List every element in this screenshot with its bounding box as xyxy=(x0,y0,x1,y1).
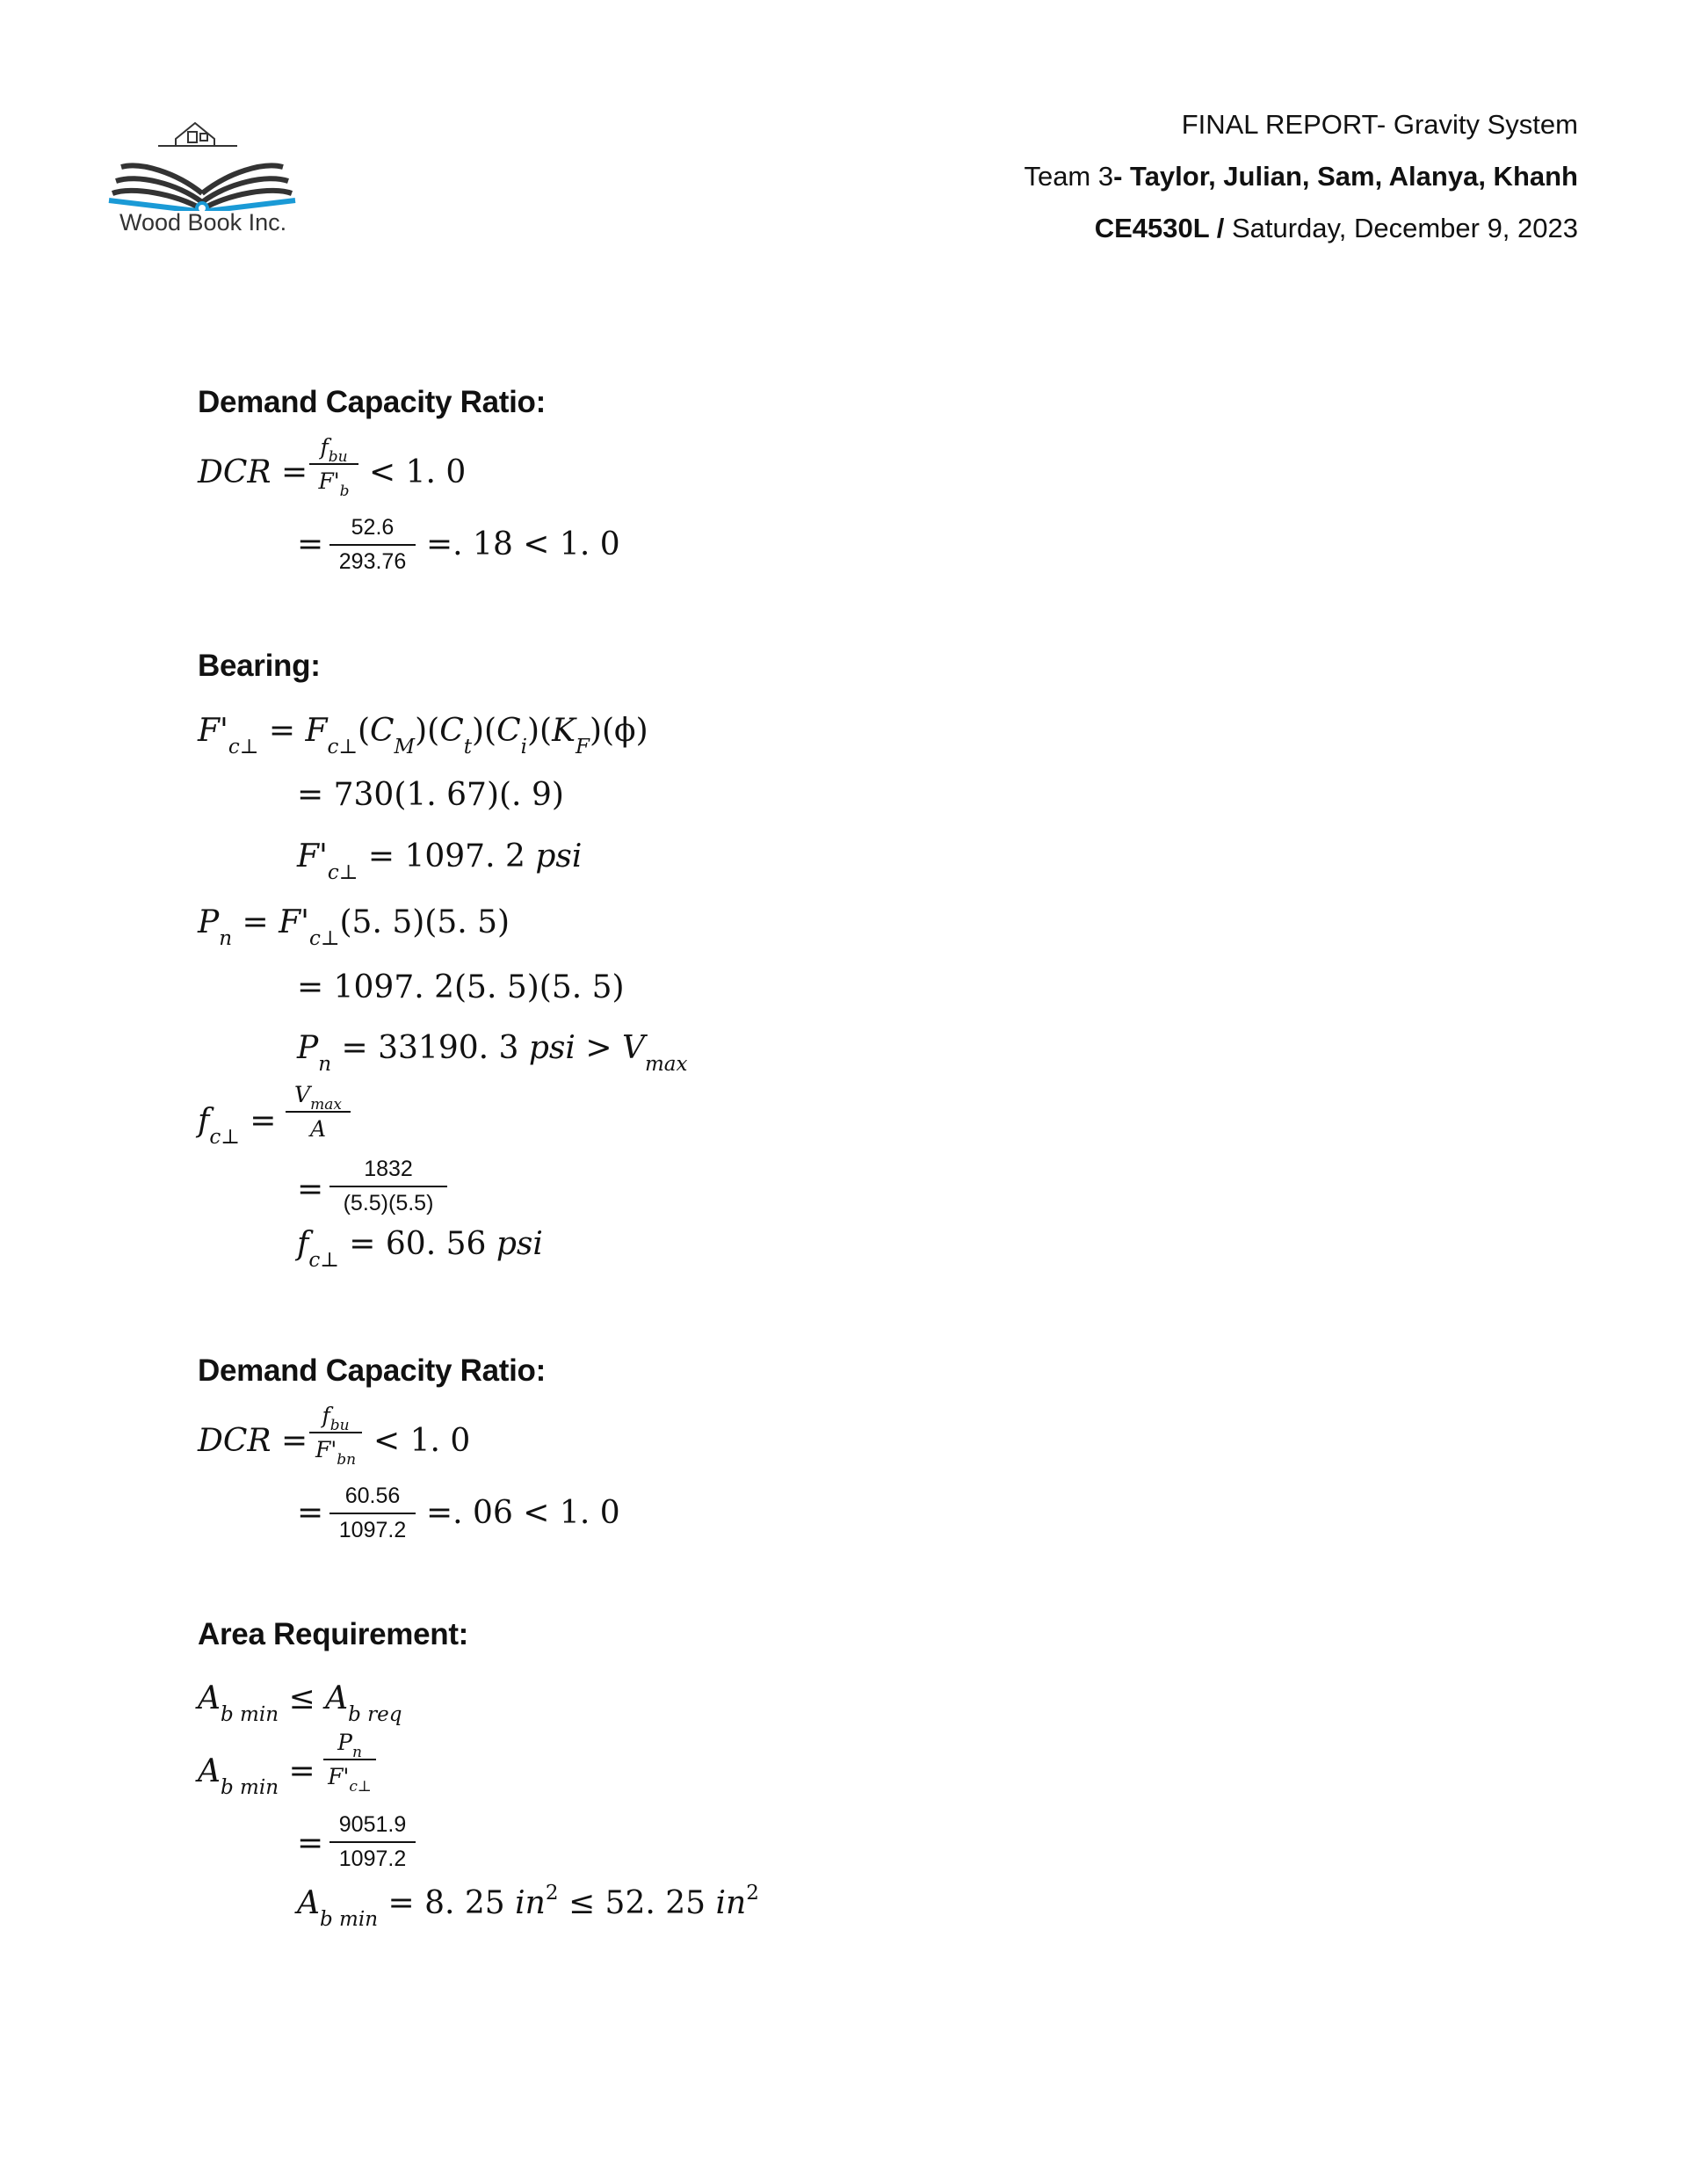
section-heading-bearing: Bearing: xyxy=(198,649,321,683)
pn-value: = 33190. 3 xyxy=(341,1030,519,1066)
dcr1-numerator: 52.6 xyxy=(351,515,395,540)
dcr1-numeric-fraction xyxy=(329,517,416,573)
dcr1-symbolic-fraction: $f_{bu}$ $F'_b$ xyxy=(309,436,358,492)
fc-perp-lhs: $f_{c\perp}$ = xyxy=(198,1103,277,1149)
section-heading-area: Area Requirement: xyxy=(198,1617,469,1651)
dcr2-numerator: 60.56 xyxy=(344,1484,401,1508)
area-denominator: 1097.2 xyxy=(338,1847,407,1871)
dcr1-limit: < 1. 0 xyxy=(369,454,467,490)
fc-perp-denominator: (5.5)(5.5) xyxy=(343,1191,434,1215)
dcr1-result: =. 18 < 1. 0 xyxy=(426,526,620,562)
fc-perp-result: $f_{c\perp} = 60$. 56 psi xyxy=(297,1226,543,1272)
area-numerator: 9051.9 xyxy=(338,1812,407,1837)
area-equals: = xyxy=(297,1825,324,1861)
report-title: FINAL REPORT- Gravity System xyxy=(1181,109,1578,140)
report-date: Saturday, December 9, 2023 xyxy=(1224,213,1578,243)
dcr2-symbolic-fraction: $f_{bu}$ $F'_{bn}$ xyxy=(309,1404,362,1461)
course-date-line xyxy=(1095,213,1578,244)
fc-perp-numerator: 1832 xyxy=(364,1157,413,1181)
logo-company-name: Wood Book Inc. xyxy=(119,209,287,236)
fc-perp-symbolic-fraction: $V_{max}$ A xyxy=(286,1084,351,1140)
book-house-icon xyxy=(105,105,299,211)
area-result-right: ≤ 52. 25 xyxy=(568,1885,706,1921)
area-result-left: = 8. 25 xyxy=(387,1885,505,1921)
bearing-fc-value: = 1097. 2 xyxy=(367,838,525,874)
dcr1-denominator: 293.76 xyxy=(338,549,407,574)
fc-perp-equals: = xyxy=(297,1172,324,1208)
bearing-substitution: = 730(1. 67)(. 9) xyxy=(297,777,564,813)
dcr2-equals: = xyxy=(297,1495,324,1531)
fc-perp-numeric-fraction xyxy=(329,1158,447,1215)
course-code: CE4530L / xyxy=(1094,213,1225,243)
dcr2-denominator: 1097.2 xyxy=(338,1518,407,1542)
bearing-fc-result: $F'_{c\perp} = 1097$. 2 psi xyxy=(297,838,583,884)
section-heading-dcr-2: Demand Capacity Ratio: xyxy=(198,1353,546,1388)
pn-result: $P_n = 33190$. 3 psi > $V_{max}$ xyxy=(297,1030,688,1076)
bearing-formula: $F'_{c\perp} = F_{c\perp}(C_M)(C_t)(C_i)(K_F)(\phi)$ xyxy=(198,713,648,758)
dcr1-lhs: DCR = xyxy=(198,454,308,490)
area-lhs: $A_{b min}$ = xyxy=(198,1753,315,1799)
area-result: $A_{b min} = 8$. 25 $in^2 \le 52$. 25 $in^2$ xyxy=(297,1882,759,1931)
dcr2-numeric-fraction xyxy=(329,1485,416,1542)
area-inequality: $A_{b min} \le A_{b req}$ xyxy=(198,1680,402,1726)
area-numeric-fraction xyxy=(329,1814,416,1870)
dcr1-equals: = xyxy=(297,526,324,562)
pn-substitution: = 1097. 2(5. 5)(5. 5) xyxy=(297,969,625,1005)
team-line xyxy=(1024,161,1578,192)
fc-perp-value: = 60. 56 xyxy=(349,1226,487,1262)
area-symbolic-fraction: $P_n$ $F'_{c\perp}$ xyxy=(323,1731,376,1788)
dcr2-limit: < 1. 0 xyxy=(373,1423,471,1459)
team-prefix: Team 3 xyxy=(1024,161,1114,192)
company-logo xyxy=(105,105,299,237)
pn-formula: $P_n = F'_{c\perp}(5$. 5)(5. 5) xyxy=(198,904,510,950)
dcr2-result: =. 06 < 1. 0 xyxy=(426,1495,620,1531)
section-heading-dcr-1: Demand Capacity Ratio: xyxy=(198,385,546,419)
dcr2-lhs: DCR = xyxy=(198,1423,308,1459)
team-members: - Taylor, Julian, Sam, Alanya, Khanh xyxy=(1113,161,1578,192)
